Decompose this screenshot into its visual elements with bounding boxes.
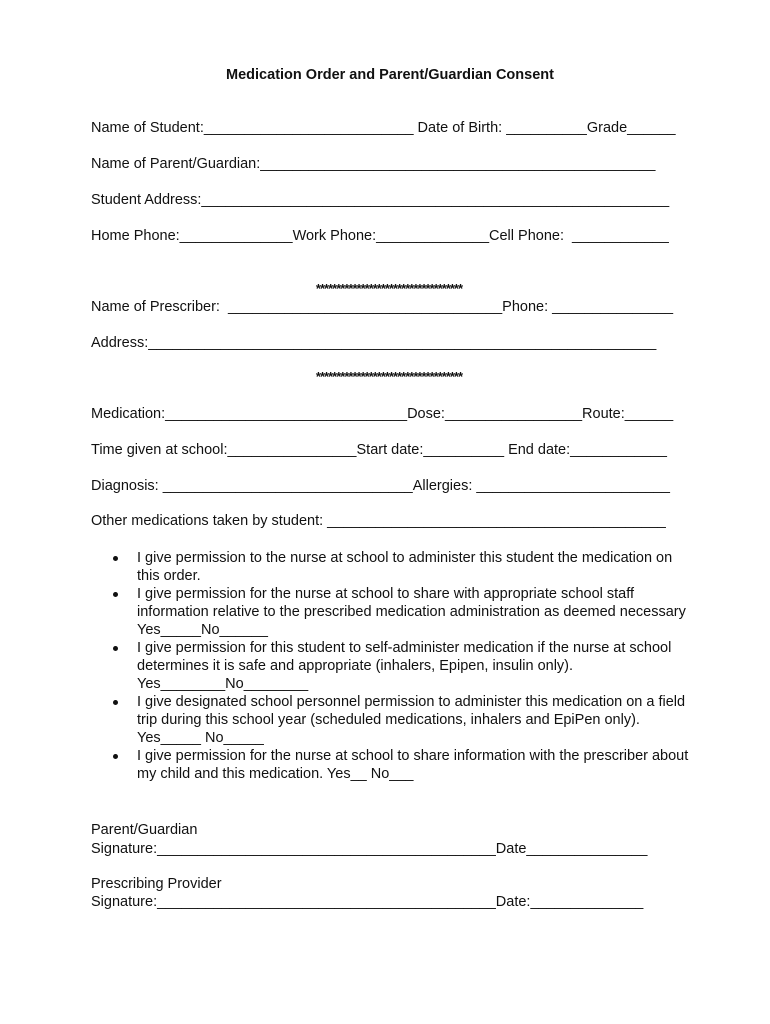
section-separator-2: ************************************: [315, 369, 463, 384]
student-address-line: Student Address:__________________________________________________________: [91, 192, 670, 208]
permission-text: I give permission for the nurse at school to share with appropriate school staff information relative to the prescribed medication administration as deemed necessary Yes_____No______: [137, 586, 686, 638]
prescriber-name-line: Name of Prescriber: __________________________________Phone: _______________: [91, 299, 674, 315]
student-info-line: Name of Student:__________________________ Date of Birth: __________Grade______: [91, 120, 676, 136]
parent-name-line: Name of Parent/Guardian:_________________________________________________: [91, 156, 656, 172]
bullet-icon: [113, 592, 118, 597]
permission-item: [110, 693, 730, 747]
medication-line: Medication:______________________________Dose:_________________Route:______: [91, 406, 674, 422]
parent-signature-label: Parent/Guardian: [91, 822, 198, 838]
permission-text: I give permission for the nurse at school to share information with the prescriber about my child and this medication. Yes__ No___: [137, 748, 689, 782]
provider-signature-label: Prescribing Provider: [91, 876, 222, 892]
permission-item: [110, 585, 730, 639]
diagnosis-line: Diagnosis: _______________________________Allergies: ________________________: [91, 478, 670, 494]
phone-numbers-line: Home Phone:______________Work Phone:______________Cell Phone: ____________: [91, 228, 669, 244]
bullet-icon: [113, 556, 118, 561]
other-medications-line: Other medications taken by student: __________________________________________: [91, 513, 666, 529]
permission-item: [110, 747, 730, 783]
permission-list: [110, 549, 730, 783]
permission-text: I give permission for this student to self-administer medication if the nurse at school determines it is safe and appropriate (inhalers, Epipen, insulin only). Yes________No________: [137, 640, 672, 692]
permission-text: I give permission to the nurse at school to administer this student the medication on this order.: [137, 550, 673, 584]
permission-text: I give designated school personnel permission to administer this medication on a field trip during this school year (scheduled medications, inhalers and EpiPen only). Yes_____ No_____: [137, 694, 686, 746]
parent-signature-line: Signature:__________________________________________Date_______________: [91, 841, 648, 857]
form-title: Medication Order and Parent/Guardian Consent: [226, 67, 554, 83]
schedule-line: Time given at school:________________Start date:__________ End date:____________: [91, 442, 667, 458]
bullet-icon: [113, 700, 118, 705]
bullet-icon: [113, 754, 118, 759]
provider-signature-line: Signature:__________________________________________Date:______________: [91, 894, 644, 910]
prescriber-address-line: Address:_______________________________________________________________: [91, 335, 657, 351]
section-separator-1: ************************************: [315, 281, 463, 296]
permission-item: [110, 639, 730, 693]
permission-item: [110, 549, 730, 585]
bullet-icon: [113, 646, 118, 651]
